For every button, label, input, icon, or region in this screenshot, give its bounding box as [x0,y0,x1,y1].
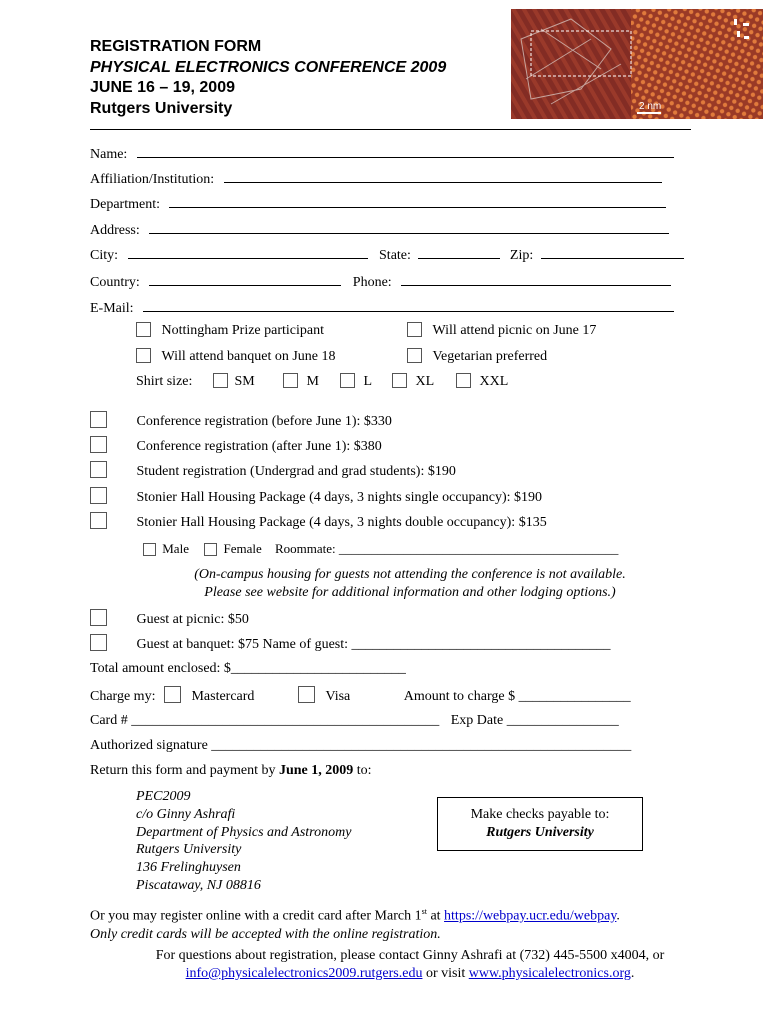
banquet-label: Will attend banquet on June 18 [161,349,336,364]
shirt-m [283,373,319,391]
address-field[interactable] [149,220,669,234]
amount-to-charge-field[interactable]: Amount to charge $ ________________ [403,689,631,704]
address-row [90,220,669,238]
housing-note-line1: (On-campus housing for guests not attending the conference is not available. [194,567,626,582]
signature-row [90,737,631,755]
guest-picnic-label: Guest at picnic: $50 [136,612,249,627]
nottingham-label: Nottingham Prize participant [161,323,325,338]
online-line [90,903,620,926]
option-banquet [136,348,336,366]
name-label: Name: [90,147,128,162]
total-row [90,660,406,678]
state-label: State: [379,248,411,263]
shirt-m-label: M [306,374,319,389]
scale-bar-label: 2 nm [639,101,662,112]
housing-single-label: Stonier Hall Housing Package (4 days, 3 nights single occupancy): $190 [136,490,543,505]
affiliation-row [90,169,662,187]
city-label: City: [90,248,119,263]
registration-late-label: Conference registration (after June 1): $380 [136,439,382,454]
signature-field[interactable]: Authorized signature ____________________________________________________________ [90,738,632,753]
checks-payable-box [437,797,643,851]
housing-double-checkbox[interactable] [90,512,107,529]
registration-item [90,487,542,505]
address-line: Department of Physics and Astronomy [136,824,352,840]
shirt-xxl-checkbox[interactable] [456,373,471,388]
option-nottingham [136,322,324,340]
name-field[interactable] [137,144,674,158]
form-header [90,37,446,119]
return-text-end: to: [353,763,372,778]
housing-double-label: Stonier Hall Housing Package (4 days, 3 nights double occupancy): $135 [136,515,547,530]
stm-image-graphic [511,9,763,119]
female-checkbox[interactable] [204,543,217,556]
guest-picnic-checkbox[interactable] [90,609,107,626]
country-row [90,272,671,290]
online-sup: st [421,907,427,916]
shirt-size-row [136,373,192,391]
country-field[interactable] [149,272,341,286]
housing-gender-row [143,540,618,558]
charge-my-label: Charge my: [90,689,156,704]
registration-student-checkbox[interactable] [90,461,107,478]
conference-venue: Rutgers University [90,99,233,117]
male-checkbox[interactable] [143,543,156,556]
city-row [90,245,684,263]
website-link[interactable]: www.physicalelectronics.org [468,966,631,981]
registration-item [90,436,382,454]
guest-banquet-checkbox[interactable] [90,634,107,651]
exp-date-field[interactable]: Exp Date ________________ [450,713,619,728]
roommate-field[interactable]: Roommate: ___________________________________________ [274,541,619,556]
address-line: PEC2009 [136,789,191,804]
contact-info [90,947,730,983]
shirt-l-label: L [363,374,373,389]
zip-field[interactable] [541,245,684,259]
shirt-sm-checkbox[interactable] [213,373,228,388]
contact-end: . [630,966,635,981]
registration-late-checkbox[interactable] [90,436,107,453]
address-line: 136 Frelinghuysen [136,860,241,876]
shirt-l [340,373,372,391]
address-line: Rutgers University [136,842,242,858]
shirt-sm-label: SM [234,374,255,389]
option-vegetarian [407,348,547,366]
shirt-sm [213,373,255,391]
address-label: Address: [90,223,140,238]
state-field[interactable] [418,245,500,259]
visa-checkbox[interactable] [298,686,315,703]
picnic-label: Will attend picnic on June 17 [432,323,597,338]
shirt-size-label: Shirt size: [136,374,193,389]
vegetarian-checkbox[interactable] [407,348,422,363]
guest-banquet-label[interactable]: Guest at banquet: $75 Name of guest: _____________________________________ [136,637,611,652]
housing-note [90,566,730,602]
department-label: Department: [90,197,160,212]
registration-item [90,461,456,479]
shirt-xl-checkbox[interactable] [392,373,407,388]
shirt-m-checkbox[interactable] [283,373,298,388]
online-at: at [426,908,445,924]
registration-student-label: Student registration (Undergrad and grad students): $190 [136,464,456,479]
email-row [90,298,674,316]
option-picnic [407,322,596,340]
phone-label: Phone: [352,275,392,290]
nottingham-checkbox[interactable] [136,322,151,337]
visa-label: Visa [325,689,351,704]
department-field[interactable] [169,194,666,208]
contact-email-link[interactable]: info@physicalelectronics2009.rutgers.edu [185,966,423,981]
conference-dates: JUNE 16 – 19, 2009 [90,79,235,96]
header-divider [90,129,691,130]
registration-item [90,411,392,429]
female-label: Female [223,541,262,556]
online-note: Only credit cards will be accepted with the online registration. [90,926,441,942]
housing-single-checkbox[interactable] [90,487,107,504]
address-line: c/o Ginny Ashrafi [136,806,236,822]
country-label: Country: [90,275,140,290]
conference-title: PHYSICAL ELECTRONICS CONFERENCE 2009 [90,58,447,76]
picnic-checkbox[interactable] [407,322,422,337]
shirt-xl [392,373,434,391]
address-line: Piscataway, NJ 08816 [136,877,261,893]
webpay-link[interactable]: https://webpay.ucr.edu/webpay [444,908,617,924]
return-date: June 1, 2009 [278,763,354,778]
affiliation-label: Affiliation/Institution: [90,172,215,187]
banquet-checkbox[interactable] [136,348,151,363]
mastercard-checkbox[interactable] [164,686,181,703]
email-label: E-Mail: [90,301,134,316]
registration-early-checkbox[interactable] [90,411,107,428]
housing-note-line2: Please see website for additional information and other lodging options.) [204,585,616,600]
shirt-xxl-label: XXL [479,374,509,389]
zip-label: Zip: [509,248,534,263]
shirt-xl-label: XL [415,374,435,389]
mailing-address [136,788,351,895]
online-end: . [616,908,620,924]
total-amount-field[interactable]: Total amount enclosed: $_________________________ [90,661,406,676]
form-title: REGISTRATION FORM [90,38,262,55]
shirt-xxl [456,373,508,391]
header-image [511,9,763,119]
charge-row [90,686,631,704]
registration-item [90,512,547,530]
department-row [90,194,666,212]
return-row [90,762,372,780]
online-text: Or you may register online with a credit card after March 1 [90,908,422,924]
email-field[interactable] [143,298,674,312]
card-row [90,712,619,730]
affiliation-field[interactable] [224,169,662,183]
checks-payable-name: Rutgers University [486,825,594,840]
shirt-l-checkbox[interactable] [340,373,355,388]
name-row [90,144,674,162]
vegetarian-label: Vegetarian preferred [432,349,548,364]
city-field[interactable] [128,245,368,259]
checks-payable-label: Make checks payable to: [470,807,610,822]
guest-picnic-row [90,609,249,627]
card-number-field[interactable]: Card # ____________________________________________ [90,713,440,728]
return-text: Return this form and payment by [90,763,279,778]
contact-mid: or visit [422,966,469,981]
registration-early-label: Conference registration (before June 1): $330 [136,414,392,429]
male-label: Male [162,541,189,556]
guest-banquet-row [90,634,611,652]
contact-line1: For questions about registration, please contact Ginny Ashrafi at (732) 445-5500 x4004, or [155,948,665,963]
mastercard-label: Mastercard [191,689,255,704]
online-registration [90,903,620,944]
phone-field[interactable] [401,272,671,286]
